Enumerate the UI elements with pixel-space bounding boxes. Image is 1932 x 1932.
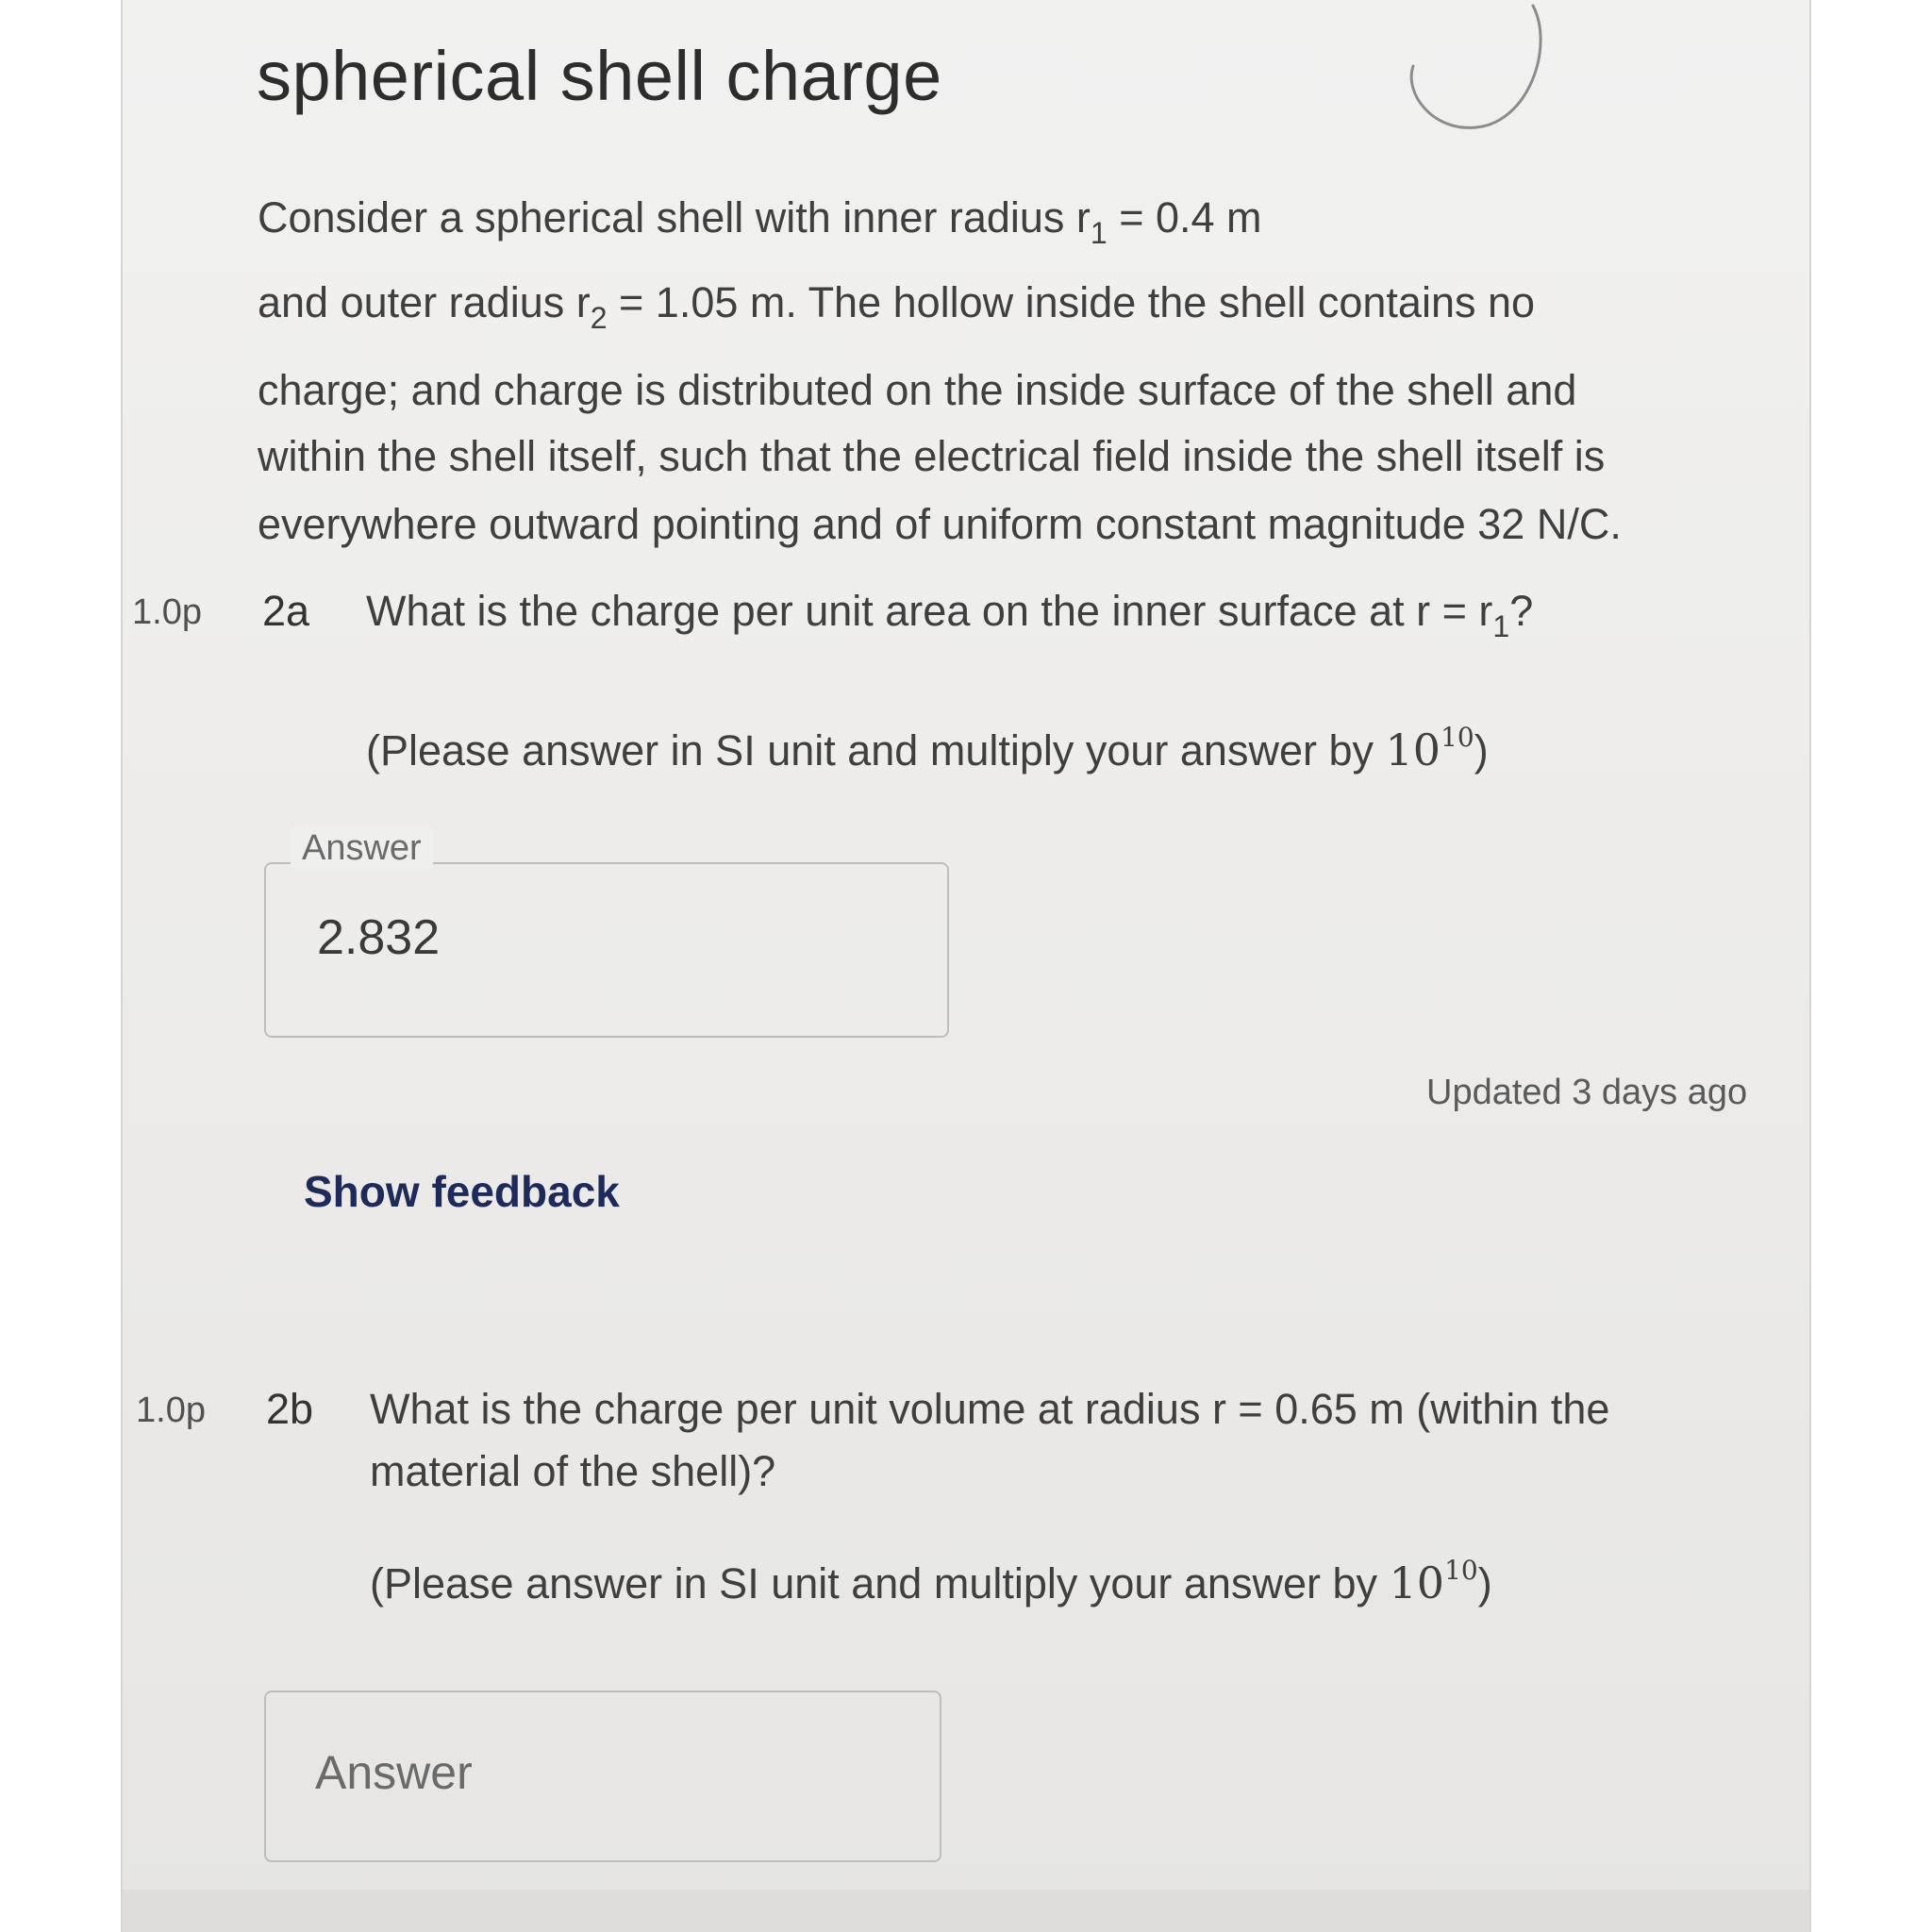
- intro-line-1: [258, 193, 1262, 251]
- q2a-text-post: ?: [1509, 587, 1534, 635]
- page-title: spherical shell charge: [257, 37, 942, 115]
- bottom-bar: [123, 1890, 1809, 1932]
- q2b-note-post: ): [1477, 1559, 1492, 1607]
- r2-subscript: 2: [590, 301, 608, 335]
- q2a-text: [366, 587, 1533, 644]
- q2a-note-base: 10: [1385, 724, 1441, 775]
- intro-line-2: [258, 278, 1535, 336]
- q2b-points: 1.0p: [136, 1391, 206, 1430]
- intro-line-2-post: = 1.05 m. The hollow inside the shell contains no: [607, 278, 1536, 326]
- intro-line-2-pre: and outer radius r: [258, 278, 591, 326]
- q2b-answer-placeholder[interactable]: Answer: [315, 1746, 473, 1799]
- pen-circle-mark: [1396, 0, 1679, 142]
- q2a-updated-timestamp: Updated 3 days ago: [1426, 1073, 1748, 1112]
- q2a-text-pre: What is the charge per unit area on the inner surface at r = r: [366, 587, 1493, 635]
- q2a-note-exponent: 10: [1441, 722, 1474, 753]
- show-feedback-link[interactable]: Show feedback: [304, 1167, 620, 1216]
- q2a-note-post: ): [1474, 726, 1489, 774]
- intro-line-4: within the shell itself, such that the electrical field inside the shell itself is: [258, 432, 1606, 480]
- q2a-note-pre: (Please answer in SI unit and multiply your answer by: [366, 726, 1386, 774]
- intro-line-1-pre: Consider a spherical shell with inner radius r: [258, 193, 1091, 242]
- intro-line-1-post: = 0.4 m: [1107, 193, 1262, 242]
- q2b-note-pre: (Please answer in SI unit and multiply your answer by: [370, 1559, 1390, 1607]
- q2a-number: 2a: [262, 587, 310, 635]
- q2b-note-exponent: 10: [1444, 1555, 1478, 1586]
- intro-line-5: everywhere outward pointing and of uniform constant magnitude 32 N/C.: [258, 500, 1622, 548]
- r1-subscript: 1: [1090, 216, 1108, 250]
- q2b-text-line-2: material of the shell)?: [370, 1447, 776, 1495]
- quiz-screen: [121, 0, 1811, 1932]
- q2a-points: 1.0p: [132, 592, 202, 632]
- q2b-note-base: 10: [1389, 1557, 1445, 1608]
- q2b-note: [370, 1555, 1492, 1608]
- q2a-answer-label: Answer: [291, 828, 433, 869]
- q2b-number: 2b: [266, 1385, 314, 1433]
- q2b-text-line-1: What is the charge per unit volume at radius r = 0.65 m (within the: [370, 1385, 1610, 1433]
- q2a-answer-value[interactable]: 2.832: [317, 910, 441, 965]
- intro-line-3: charge; and charge is distributed on the inside surface of the shell and: [258, 366, 1577, 414]
- q2a-r1-subscript: 1: [1492, 609, 1510, 643]
- q2a-note: [366, 722, 1489, 775]
